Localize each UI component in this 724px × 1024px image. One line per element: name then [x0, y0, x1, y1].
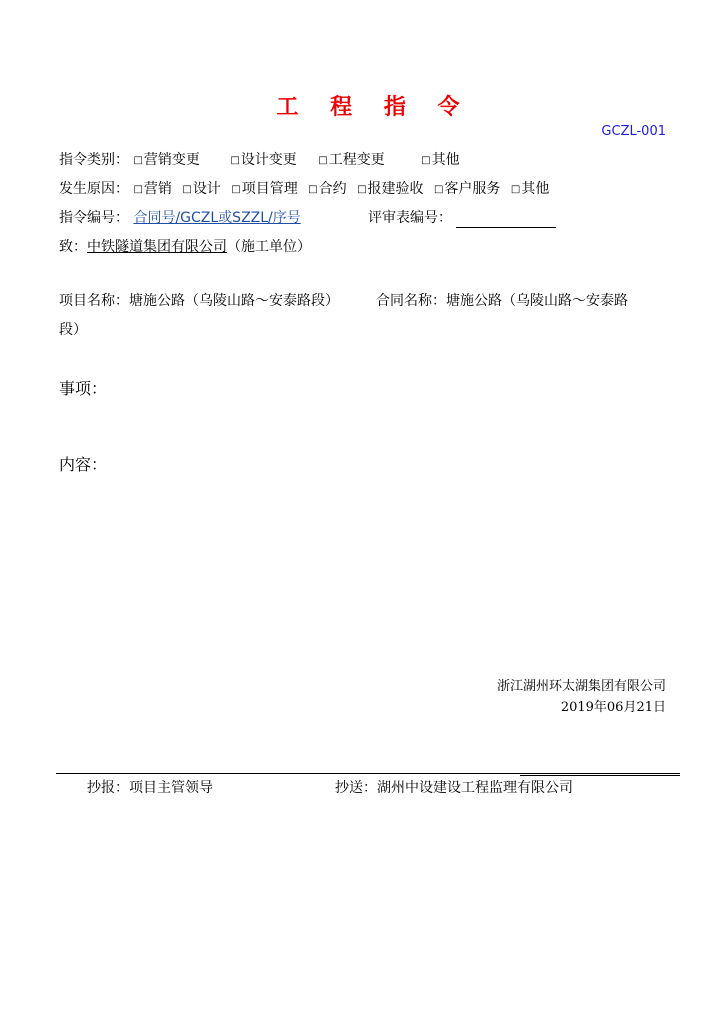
checkbox-icon[interactable]: □ [231, 184, 241, 195]
reason-option: 其他 [521, 181, 550, 197]
instruction-number-row [59, 208, 301, 228]
reason-option: 合约 [318, 181, 347, 197]
footer-divider [56, 773, 680, 774]
footer-divider-accent [520, 775, 680, 776]
checkbox-icon[interactable]: □ [133, 155, 143, 166]
review-number-row [368, 208, 556, 228]
checkbox-icon[interactable]: □ [357, 184, 367, 195]
report-row [87, 778, 213, 798]
reason-option: 项目管理 [241, 181, 298, 197]
instruction-number-label: 指令编号： [59, 210, 129, 226]
checkbox-icon[interactable]: □ [230, 155, 240, 166]
project-name: 塘施公路（乌陵山路～安泰路段） [129, 293, 339, 309]
category-option: 营销变更 [143, 152, 200, 168]
category-option: 其他 [431, 152, 460, 168]
contract-name-row [376, 291, 628, 311]
checkbox-icon[interactable]: □ [182, 184, 192, 195]
page-title: 工 程 指 令 [276, 95, 472, 120]
send-to: 湖州中设建设工程监理有限公司 [377, 780, 573, 796]
report-label: 抄报： [87, 780, 129, 796]
recipient-company: 中铁隧道集团有限公司 [87, 239, 227, 255]
send-row [335, 778, 573, 798]
reason-row [59, 179, 549, 201]
checkbox-icon[interactable]: □ [133, 184, 143, 195]
matter-label: 事项： [59, 379, 108, 398]
recipient-row [59, 237, 311, 257]
category-row [59, 150, 460, 172]
category-option: 设计变更 [240, 152, 297, 168]
recipient-label: 致： [59, 239, 87, 255]
report-to: 项目主管领导 [129, 780, 213, 796]
contract-name-continued: 段） [59, 322, 87, 338]
checkbox-icon[interactable]: □ [308, 184, 318, 195]
checkbox-icon[interactable]: □ [433, 184, 444, 195]
reason-option: 客户服务 [444, 181, 501, 197]
project-name-row [59, 291, 339, 311]
checkbox-icon[interactable]: □ [421, 155, 431, 166]
recipient-suffix: （施工单位） [227, 239, 311, 255]
content-label: 内容： [59, 455, 108, 474]
review-number-field[interactable] [456, 213, 556, 228]
send-label: 抄送： [335, 780, 377, 796]
contract-name-label: 合同名称： [376, 293, 446, 309]
document-code: GCZL-001 [601, 124, 666, 139]
reason-label: 发生原因： [59, 181, 129, 197]
issuer-company: 浙江湖州环太湖集团有限公司 [496, 679, 666, 694]
project-name-label: 项目名称： [59, 293, 129, 309]
reason-option: 设计 [192, 181, 221, 197]
category-option: 工程变更 [328, 152, 385, 168]
contract-name: 塘施公路（乌陵山路～安泰路 [446, 293, 628, 309]
checkbox-icon[interactable]: □ [510, 184, 521, 195]
checkbox-icon[interactable]: □ [318, 155, 328, 166]
reason-option: 报建验收 [367, 181, 424, 197]
category-label: 指令类别： [59, 152, 129, 168]
review-number-label: 评审表编号： [368, 210, 452, 226]
instruction-number-link[interactable]: 合同号/GCZL或SZZL/序号 [133, 210, 301, 226]
reason-option: 营销 [143, 181, 172, 197]
issue-date: 2019年06月21日 [560, 700, 666, 715]
